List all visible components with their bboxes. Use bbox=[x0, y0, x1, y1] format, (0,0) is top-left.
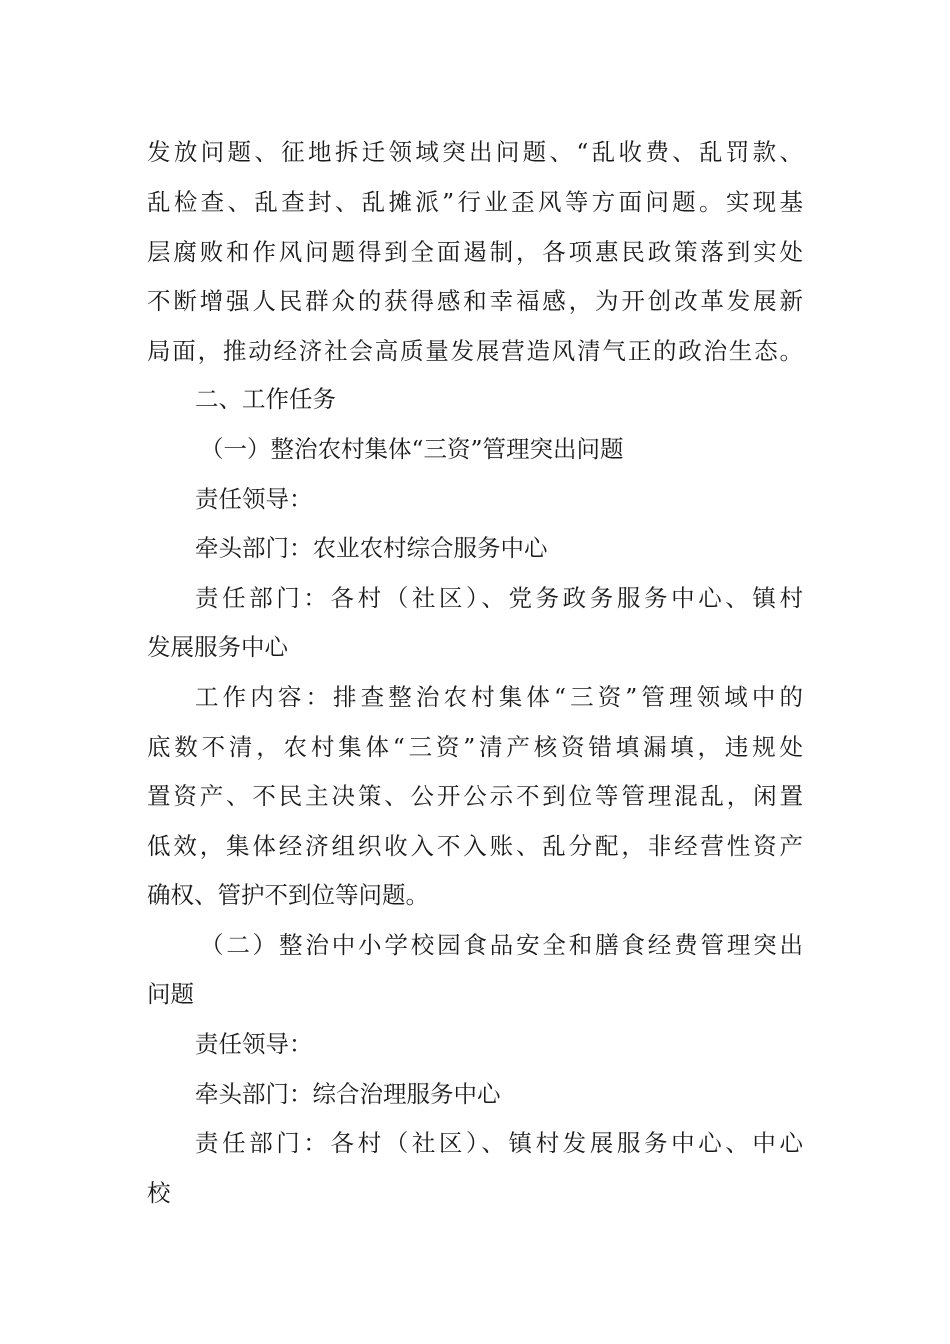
paragraph-line: 发展服务中心 bbox=[147, 633, 288, 661]
paragraph-line: 问题 bbox=[147, 980, 194, 1008]
lead-department-line: 牵头部门：综合治理服务中心 bbox=[195, 1080, 501, 1108]
responsible-leader-label: 责任领导： bbox=[195, 1030, 313, 1058]
paragraph-line: 层腐败和作风问题得到全面遏制，各项惠民政策落到实处 bbox=[147, 238, 803, 266]
responsible-departments-line: 责任部门：各村（社区）、镇村发展服务中心、中心 bbox=[195, 1129, 803, 1157]
paragraph-line: 底数不清，农村集体“三资”清产核资错填漏填，违规处 bbox=[147, 733, 803, 761]
subsection-heading: （二）整治中小学校园食品安全和膳食经费管理突出 bbox=[200, 931, 803, 959]
work-content-line: 工作内容：排查整治农村集体“三资”管理领域中的 bbox=[195, 683, 803, 711]
responsible-leader-label: 责任领导： bbox=[195, 485, 313, 513]
paragraph-line: 发放问题、征地拆迁领域突出问题、“乱收费、乱罚款、 bbox=[147, 138, 803, 166]
paragraph-line: 置资产、不民主决策、公开公示不到位等管理混乱，闲置 bbox=[147, 782, 803, 810]
subsection-heading: （一）整治农村集体“三资”管理突出问题 bbox=[200, 435, 624, 463]
responsible-departments-line: 责任部门：各村（社区）、党务政务服务中心、镇村 bbox=[195, 584, 803, 612]
paragraph-line: 低效，集体经济组织收入不入账、乱分配，非经营性资产 bbox=[147, 832, 803, 860]
paragraph-line: 确权、管护不到位等问题。 bbox=[147, 881, 429, 909]
section-heading: 二、工作任务 bbox=[195, 385, 336, 413]
paragraph-line: 不断增强人民群众的获得感和幸福感，为开创改革发展新 bbox=[147, 287, 803, 315]
lead-department-line: 牵头部门：农业农村综合服务中心 bbox=[195, 534, 548, 562]
paragraph-line: 乱检查、乱查封、乱摊派”行业歪风等方面问题。实现基 bbox=[147, 188, 803, 216]
paragraph-line: 局面，推动经济社会高质量发展营造风清气正的政治生态。 bbox=[147, 337, 803, 365]
paragraph-line: 校 bbox=[147, 1179, 171, 1207]
